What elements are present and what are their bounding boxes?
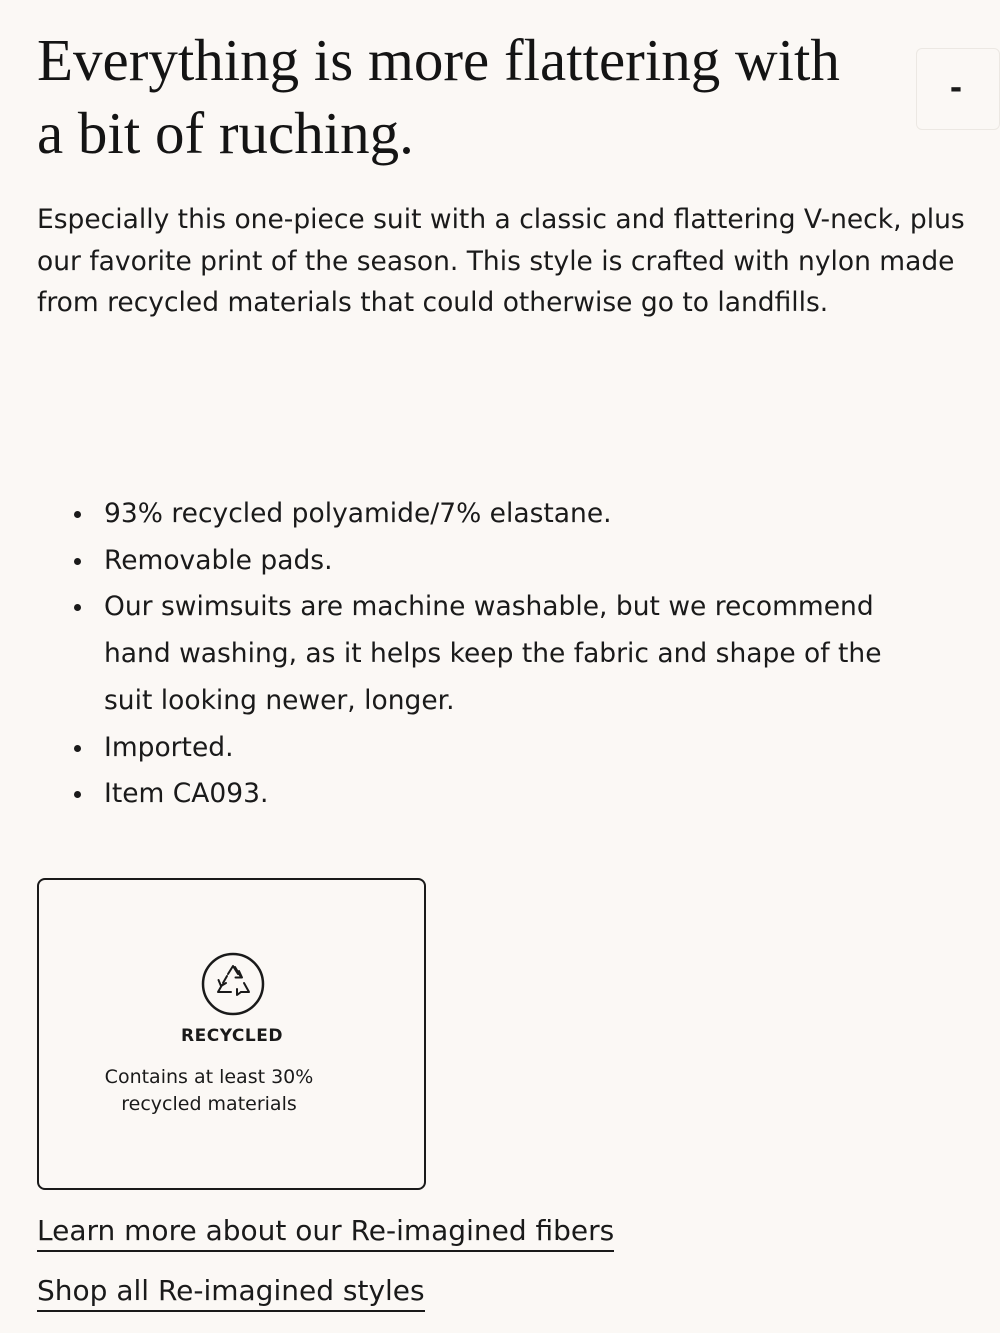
- minus-icon: -: [949, 71, 963, 106]
- product-description: Especially this one-piece suit with a classic and flattering V-neck, plus our favorite print of the season. This style is crafted with nylon made from recycled materials that could otherwise go to landfills.: [37, 204, 965, 318]
- recycle-icon: [201, 952, 265, 1016]
- learn-more-fibers-link[interactable]: Learn more about our Re-imagined fibers: [37, 1213, 614, 1252]
- shop-reimagined-link[interactable]: Shop all Re-imagined styles: [37, 1273, 425, 1312]
- feature-item-origin: Imported.: [37, 725, 904, 772]
- feature-list: [37, 491, 937, 818]
- collapse-button[interactable]: [916, 48, 1000, 130]
- feature-item-pads: Removable pads.: [37, 538, 904, 585]
- recycled-badge-description: Contains at least 30% recycled materials: [104, 1066, 314, 1115]
- recycled-badge-card: [37, 878, 426, 1190]
- feature-item-care: Our swimsuits are machine washable, but we recommend hand washing, as it helps keep the fabric and shape of the suit looking newer, longer.: [37, 584, 904, 724]
- feature-item-material: 93% recycled polyamide/7% elastane.: [37, 491, 904, 538]
- recycled-badge-title: RECYCLED: [181, 1026, 283, 1046]
- feature-item-sku: Item CA093.: [37, 771, 904, 818]
- product-details-heading: Everything is more flattering with a bit of ruching.: [37, 27, 840, 166]
